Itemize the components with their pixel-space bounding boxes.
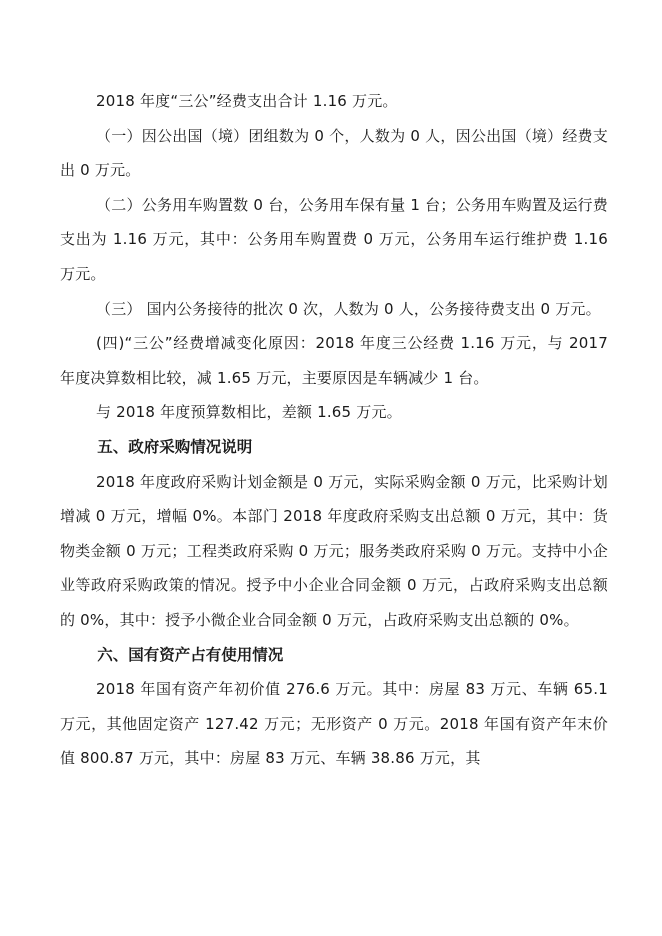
paragraph-vehicles: （二）公务用车购置数 0 台，公务用车保有量 1 台；公务用车购置及运行费支出为 1.16 万元，其中：公务用车购置费 0 万元，公务用车运行维护费 1.16 万元。 <box>60 195 608 283</box>
document-body <box>60 84 608 776</box>
paragraph-assets: 2018 年国有资产年初价值 276.6 万元。其中：房屋 83 万元、车辆 65.1 万元，其他固定资产 127.42 万元；无形资产 0 万元。2018 年国有资产年末价值 800.87 万元，其中：房屋 83 万元、车辆 38.86 万元，其 <box>60 680 608 768</box>
paragraph-total: 2018 年度“三公”经费支出合计 1.16 万元。 <box>96 92 398 110</box>
paragraph-budget-diff: 与 2018 年度预算数相比，差额 1.65 万元。 <box>96 403 402 422</box>
paragraph-procurement: 2018 年度政府采购计划金额是 0 万元，实际采购金额 0 万元，比采购计划增减 0 万元，增幅 0%。本部门 2018 年度政府采购支出总额 0 万元，其中：货物类金额 0 万元；工程类政府采购 0 万元；服务类政府采购 0 万元。支持中小企业等政府采购政策的情况。授予中小企业合同金额 0 万元，占政府采购支出总额的 0%，其中：授予小微企业合同金额 0 万元，占政府采购支出总额的 0%。 <box>60 472 608 629</box>
paragraph-abroad: （一）因公出国（境）团组数为 0 个，人数为 0 人，因公出国（境）经费支出 0 万元。 <box>60 126 608 180</box>
paragraph-reception: （三） 国内公务接待的批次 0 次，人数为 0 人，公务接待费支出 0 万元。 <box>96 299 601 318</box>
section-heading-procurement: 五、政府采购情况说明 <box>97 437 253 456</box>
section-heading-assets: 六、国有资产占有使用情况 <box>97 645 284 664</box>
paragraph-change-reason: (四)“三公”经费增减变化原因：2018 年度三公经费 1.16 万元，与 2017 年度决算数相比较，减 1.65 万元，主要原因是车辆减少 1 台。 <box>60 334 608 387</box>
